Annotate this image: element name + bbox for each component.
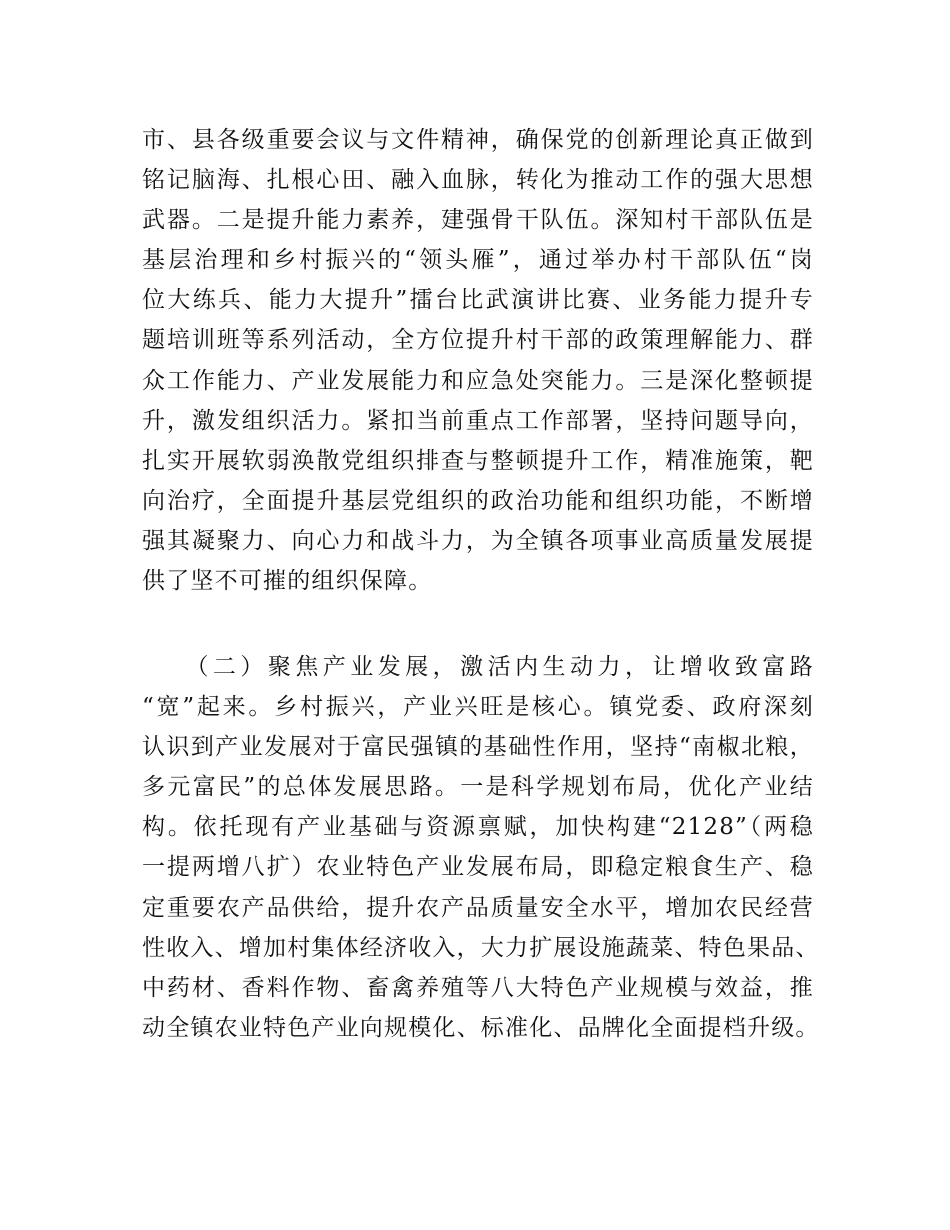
text-line: 供了坚不可摧的组织保障。: [142, 568, 433, 595]
paragraph-party-building: [142, 120, 814, 601]
text-line: 武器。二是提升能力素养，建强骨干队伍。深知村干部队伍是: [142, 207, 814, 234]
text-line: 多元富民”的总体发展思路。一是科学规划布局，优化产业结: [142, 774, 814, 801]
text-line: 动全镇农业特色产业向规模化、标准化、品牌化全面提档升级。: [142, 1014, 820, 1041]
text-line: 性收入、增加村集体经济收入，大力扩展设施蔬菜、特色果品、: [142, 934, 820, 961]
text-line: 升，激发组织活力。紧扣当前重点工作部署，坚持问题导向，: [142, 407, 814, 434]
text-line: 铭记脑海、扎根心田、融入血脉，转化为推动工作的强大思想: [142, 167, 814, 194]
section-heading-line: （二）聚焦产业发展，激活内生动力，让增收致富路: [142, 654, 814, 680]
text-line: 一提两增八扩）农业特色产业发展布局，即稳定粮食生产、稳: [142, 854, 814, 881]
text-line: 题培训班等系列活动，全方位提升村干部的政策理解能力、群: [142, 327, 814, 354]
text-line: 众工作能力、产业发展能力和应急处突能力。三是深化整顿提: [142, 367, 814, 394]
text-line: 扎实开展软弱涣散党组织排查与整顿提升工作，精准施策，靶: [142, 447, 814, 474]
paragraph-industry-development: [142, 647, 820, 1048]
text-line: 基层治理和乡村振兴的“领头雁”，通过举办村干部队伍“岗: [142, 247, 814, 274]
text-line: 位大练兵、能力大提升”擂台比武演讲比赛、业务能力提升专: [142, 287, 814, 314]
text-line: 定重要农产品供给，提升农产品质量安全水平，增加农民经营: [142, 894, 814, 921]
text-line: 向治疗，全面提升基层党组织的政治功能和组织功能，不断增: [142, 487, 814, 514]
text-line: 构。依托现有产业基础与资源禀赋，加快构建“2128”（两稳: [142, 814, 814, 841]
text-line: 中药材、香料作物、畜禽养殖等八大特色产业规模与效益，推: [142, 974, 814, 1001]
text-line: 强其凝聚力、向心力和战斗力，为全镇各项事业高质量发展提: [142, 527, 814, 554]
text-line: 认识到产业发展对于富民强镇的基础性作用，坚持“南椒北粮，: [142, 734, 814, 761]
text-line: “宽”起来。乡村振兴，产业兴旺是核心。镇党委、政府深刻: [142, 694, 814, 721]
text-line: 市、县各级重要会议与文件精神，确保党的创新理论真正做到: [142, 127, 814, 153]
